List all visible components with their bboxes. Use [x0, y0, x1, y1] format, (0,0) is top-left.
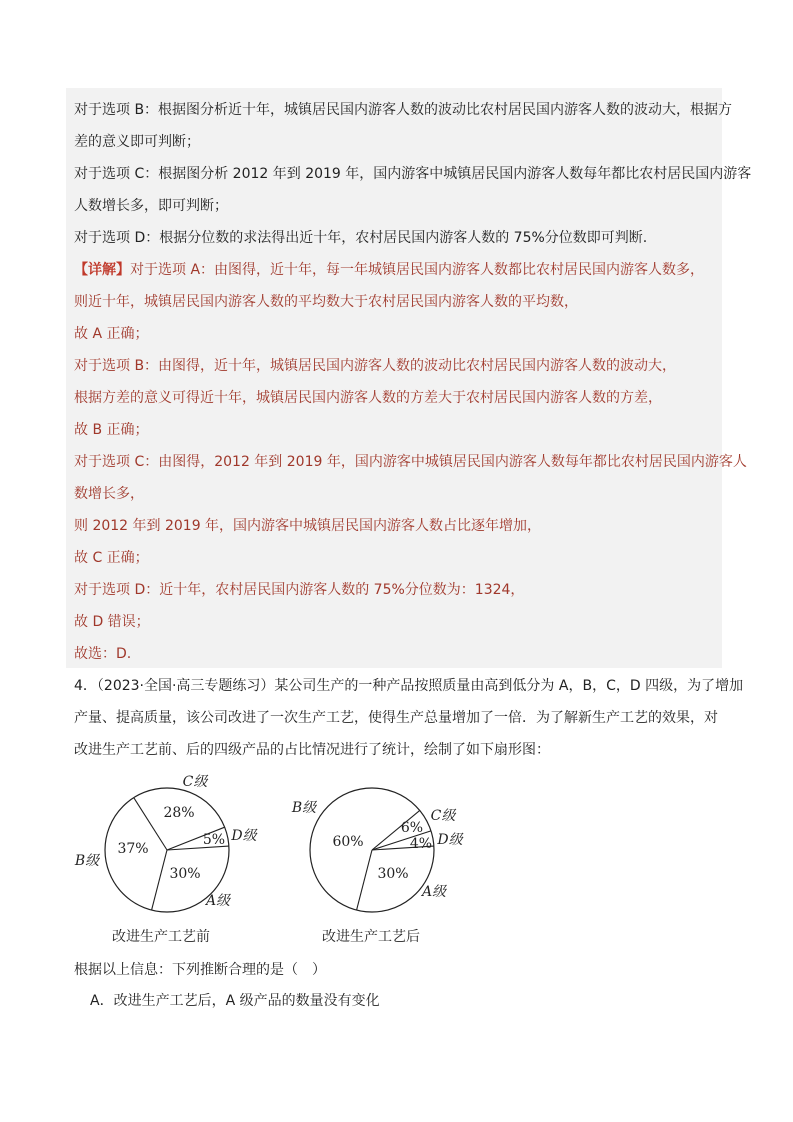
pie-slice-name: B级 — [74, 853, 100, 869]
question-line: 改进生产工艺前、后的四级产品的占比情况进行了统计，绘制了如下扇形图： — [74, 742, 550, 758]
pie-charts — [0, 770, 793, 950]
pie-slice-percent: 6% — [400, 820, 424, 836]
pie-slice-name: C级 — [430, 808, 456, 824]
detail-mark: 【详解】 — [74, 262, 130, 278]
solution-line: 对于选项 A：由图得，近十年，每一年城镇居民国内游客人数都比农村居民国内游客人数多， — [130, 262, 705, 278]
solution-line: 对于选项 B：根据图分析近十年，城镇居民国内游客人数的波动比农村居民国内游客人数的波动大，根据方 — [74, 102, 733, 118]
solution-line: 对于选项 D：近十年，农村居民国内游客人数的 75%分位数为：1324， — [74, 582, 525, 598]
question-line: 4．（2023·全国·高三专题练习）某公司生产的一种产品按照质量由高到低分为 A，B，C，D 四级，为了增加 — [74, 678, 744, 694]
option-a: A．改进生产工艺后，A 级产品的数量没有变化 — [90, 993, 380, 1009]
pie-slice-percent: 28% — [163, 805, 195, 821]
solution-line: 对于选项 C：根据图分析 2012 年到 2019 年，国内游客中城镇居民国内游客人数每年都比农村居民国内游客 — [74, 166, 752, 182]
pie-slice-name: D级 — [437, 832, 463, 848]
solution-line: 对于选项 D：根据分位数的求法得出近十年，农村居民国内游客人数的 75%分位数即可判断. — [74, 230, 648, 246]
solution-line: 差的意义即可判断； — [74, 134, 200, 150]
solution-line: 故 C 正确； — [74, 550, 149, 566]
solution-line: 故 B 正确； — [74, 422, 149, 438]
solution-line: 数增长多， — [74, 486, 144, 502]
solution-detail-line — [74, 260, 704, 280]
pie-after — [291, 788, 464, 912]
pie-slice-percent: 5% — [202, 832, 226, 848]
solution-line: 根据方差的意义可得近十年，城镇居民国内游客人数的方差大于农村居民国内游客人数的方差， — [74, 390, 662, 406]
pie-slice-name: D级 — [231, 828, 257, 844]
solution-line: 对于选项 B：由图得，近十年，城镇居民国内游客人数的波动比农村居民国内游客人数的波动大， — [74, 358, 677, 374]
solution-line: 故 A 正确； — [74, 326, 149, 342]
pie-slice-percent: 30% — [169, 866, 201, 882]
question-prompt: 根据以上信息：下列推断合理的是（ ） — [74, 962, 326, 978]
solution-line: 人数增长多，即可判断； — [74, 198, 228, 214]
solution-line: 对于选项 C：由图得，2012 年到 2019 年，国内游客中城镇居民国内游客人数每年都比农村居民国内游客人 — [74, 454, 747, 470]
pie-slice-percent: 60% — [332, 834, 364, 850]
solution-line: 则近十年，城镇居民国内游客人数的平均数大于农村居民国内游客人数的平均数， — [74, 294, 578, 310]
solution-line: 故 D 错误； — [74, 614, 150, 630]
pie-slice-name: A级 — [205, 893, 231, 909]
question-line: 产量、提高质量，该公司改进了一次生产工艺，使得生产总量增加了一倍．为了解新生产工艺的效果，对 — [74, 710, 718, 726]
pie-slice-percent: 30% — [377, 866, 409, 882]
pie-slice-percent: 37% — [117, 841, 149, 857]
pie-slice-name: B级 — [291, 800, 317, 816]
pie-after-caption: 改进生产工艺后 — [322, 929, 420, 945]
solution-line: 则 2012 年到 2019 年，国内游客中城镇居民国内游客人数占比逐年增加， — [74, 518, 542, 534]
pie-slice-name: A级 — [421, 884, 447, 900]
pie-before-caption: 改进生产工艺前 — [112, 929, 210, 945]
pie-slice-percent: 4% — [409, 836, 433, 852]
solution-line: 故选：D. — [74, 646, 132, 662]
pie-slice-name: C级 — [182, 774, 208, 790]
pie-before — [74, 774, 258, 912]
